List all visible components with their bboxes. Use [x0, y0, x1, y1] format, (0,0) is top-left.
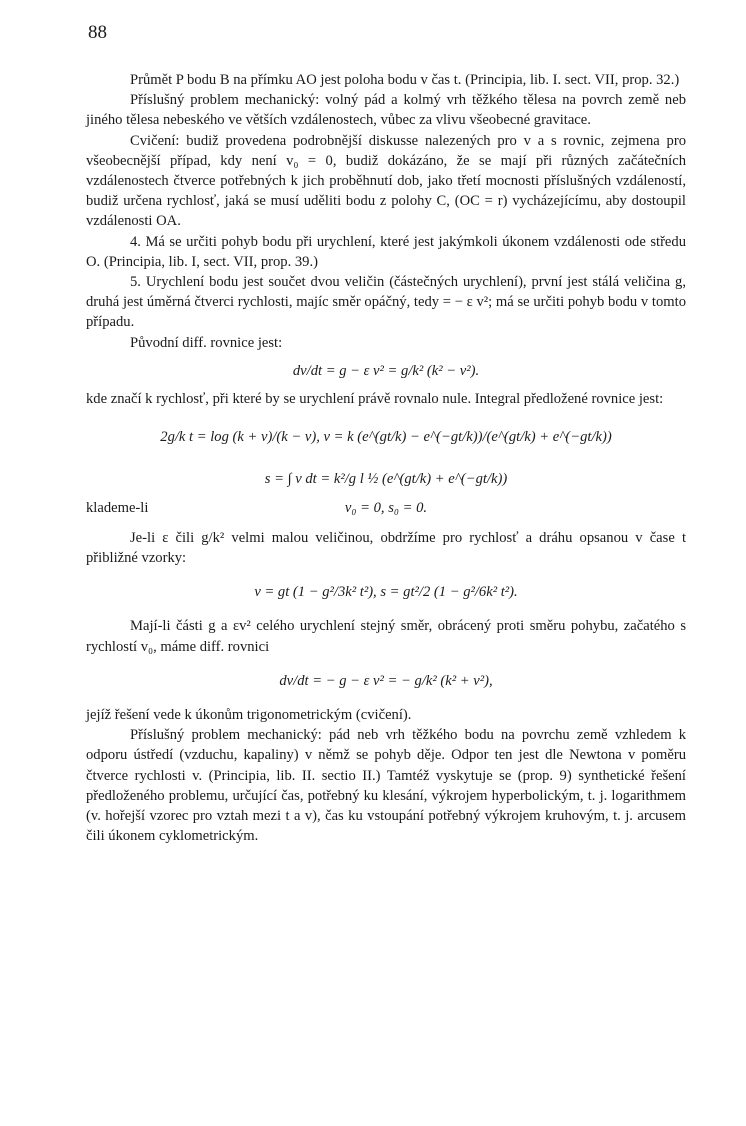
page-number: 88: [88, 22, 107, 43]
paragraph: Cvičení: budiž provedena podrobnější diskusse nalezených pro v a s rovnic, zejmena pro všeobecnější případ, kdy není v₀ = 0, budiž dokázáno, že se mají při různých začátečních vzdálenostech čtverce potřebných k jich proběhnutí dob, jako třetí mocnosti příslušných vzdáleností, budiž určena rychlosť, jaká se musí uděliti bodu z polohy C, (OC = r) vycházejícímu, aby dostoupil vzdálenosti OA.: [86, 132, 686, 230]
paragraph: Příslušný problem mechanický: pád neb vrh těžkého bodu na povrchu země vzhledem k odporu ústředí (vzduchu, kapaliny) v němž se pohyb děje. Odpor ten jest dle Newtona v poměru čtverce rychlosti v. (Principia, lib. II. sectio II.) Tamtéž vyskytuje se (prop. 9) synthetické řešení předloženého problemu, určující čas, potřebný ku klesání, výkrojem hyperbolickým, t. j. logarithmem (v. hořejší vzorec pro vztah mezi t a v), čas ku vstoupání potřebný výkrojem kruhovým, t. j. arcusem čili úkonem cyklometrickým.: [86, 727, 686, 845]
paragraph: Mají-li části g a εv² celého urychlení stejný směr, obrácený proti směru pohybu, začatého s rychlostí v₀, máme diff. rovnici: [86, 618, 686, 655]
equation: s = ∫ v dt = k²/g l ½ (e^(gt/k) + e^(−gt/k)): [264, 471, 508, 488]
paragraph: jejíž řešení vede k úkonům trigonometrickým (cvičení).: [86, 707, 412, 724]
paragraph: 4. Má se určiti pohyb bodu při urychlení, které jest jakýmkoli úkonem vzdálenosti ode středu O. (Principia, lib. I, sect. VII, prop. 39.): [86, 233, 686, 270]
equation: dv/dt = − g − ε v² = − g/k² (k² + v²),: [279, 672, 493, 689]
paragraph: Je-li ε čili g/k² velmi malou veličinou, obdržíme pro rychlosť a dráhu opsanou v čase t přibližné vzorky:: [86, 529, 686, 567]
paragraph: 5. Urychlení bodu jest součet dvou veličin (částečných urychlení), první jest stálá veličina g, druhá jest úměrná čtverci rychlosti, majíc směr opáčný, tedy = − ε v²; má se určiti pohyb bodu v tomto případu.: [86, 274, 686, 331]
paragraph: Příslušný problem mechanický: volný pád a kolmý vrh těžkého tělesa na povrch země neb jiného tělesa nebeského ve větších vzdálenostech, vůbec za vlivu všeobecné gravitace.: [86, 92, 686, 129]
paragraph: Původní diff. rovnice jest:: [130, 334, 283, 351]
equation: 2g/k t = log (k + v)/(k − v), v = k (e^(gt/k) − e^(−gt/k))/(e^(gt/k) + e^(−gt/k)): [160, 429, 612, 446]
equation: dv/dt = g − ε v² = g/k² (k² − v²).: [292, 362, 480, 379]
paragraph: Průmět P bodu B na přímku AO jest poloha bodu v čas t. (Principia, lib. I. sect. VII, prop. 32.): [130, 72, 680, 88]
equation: v = gt (1 − g²/3k² t²), s = gt²/2 (1 − g²/6k² t²).: [254, 584, 518, 601]
equation: v₀ = 0, s₀ = 0.: [344, 499, 428, 516]
paragraph: klademe-li: [86, 499, 149, 516]
page-body: [86, 70, 686, 847]
paragraph: kde značí k rychlosť, při které by se urychlení právě rovnalo nule. Integral předložené rovnice jest:: [86, 391, 664, 408]
